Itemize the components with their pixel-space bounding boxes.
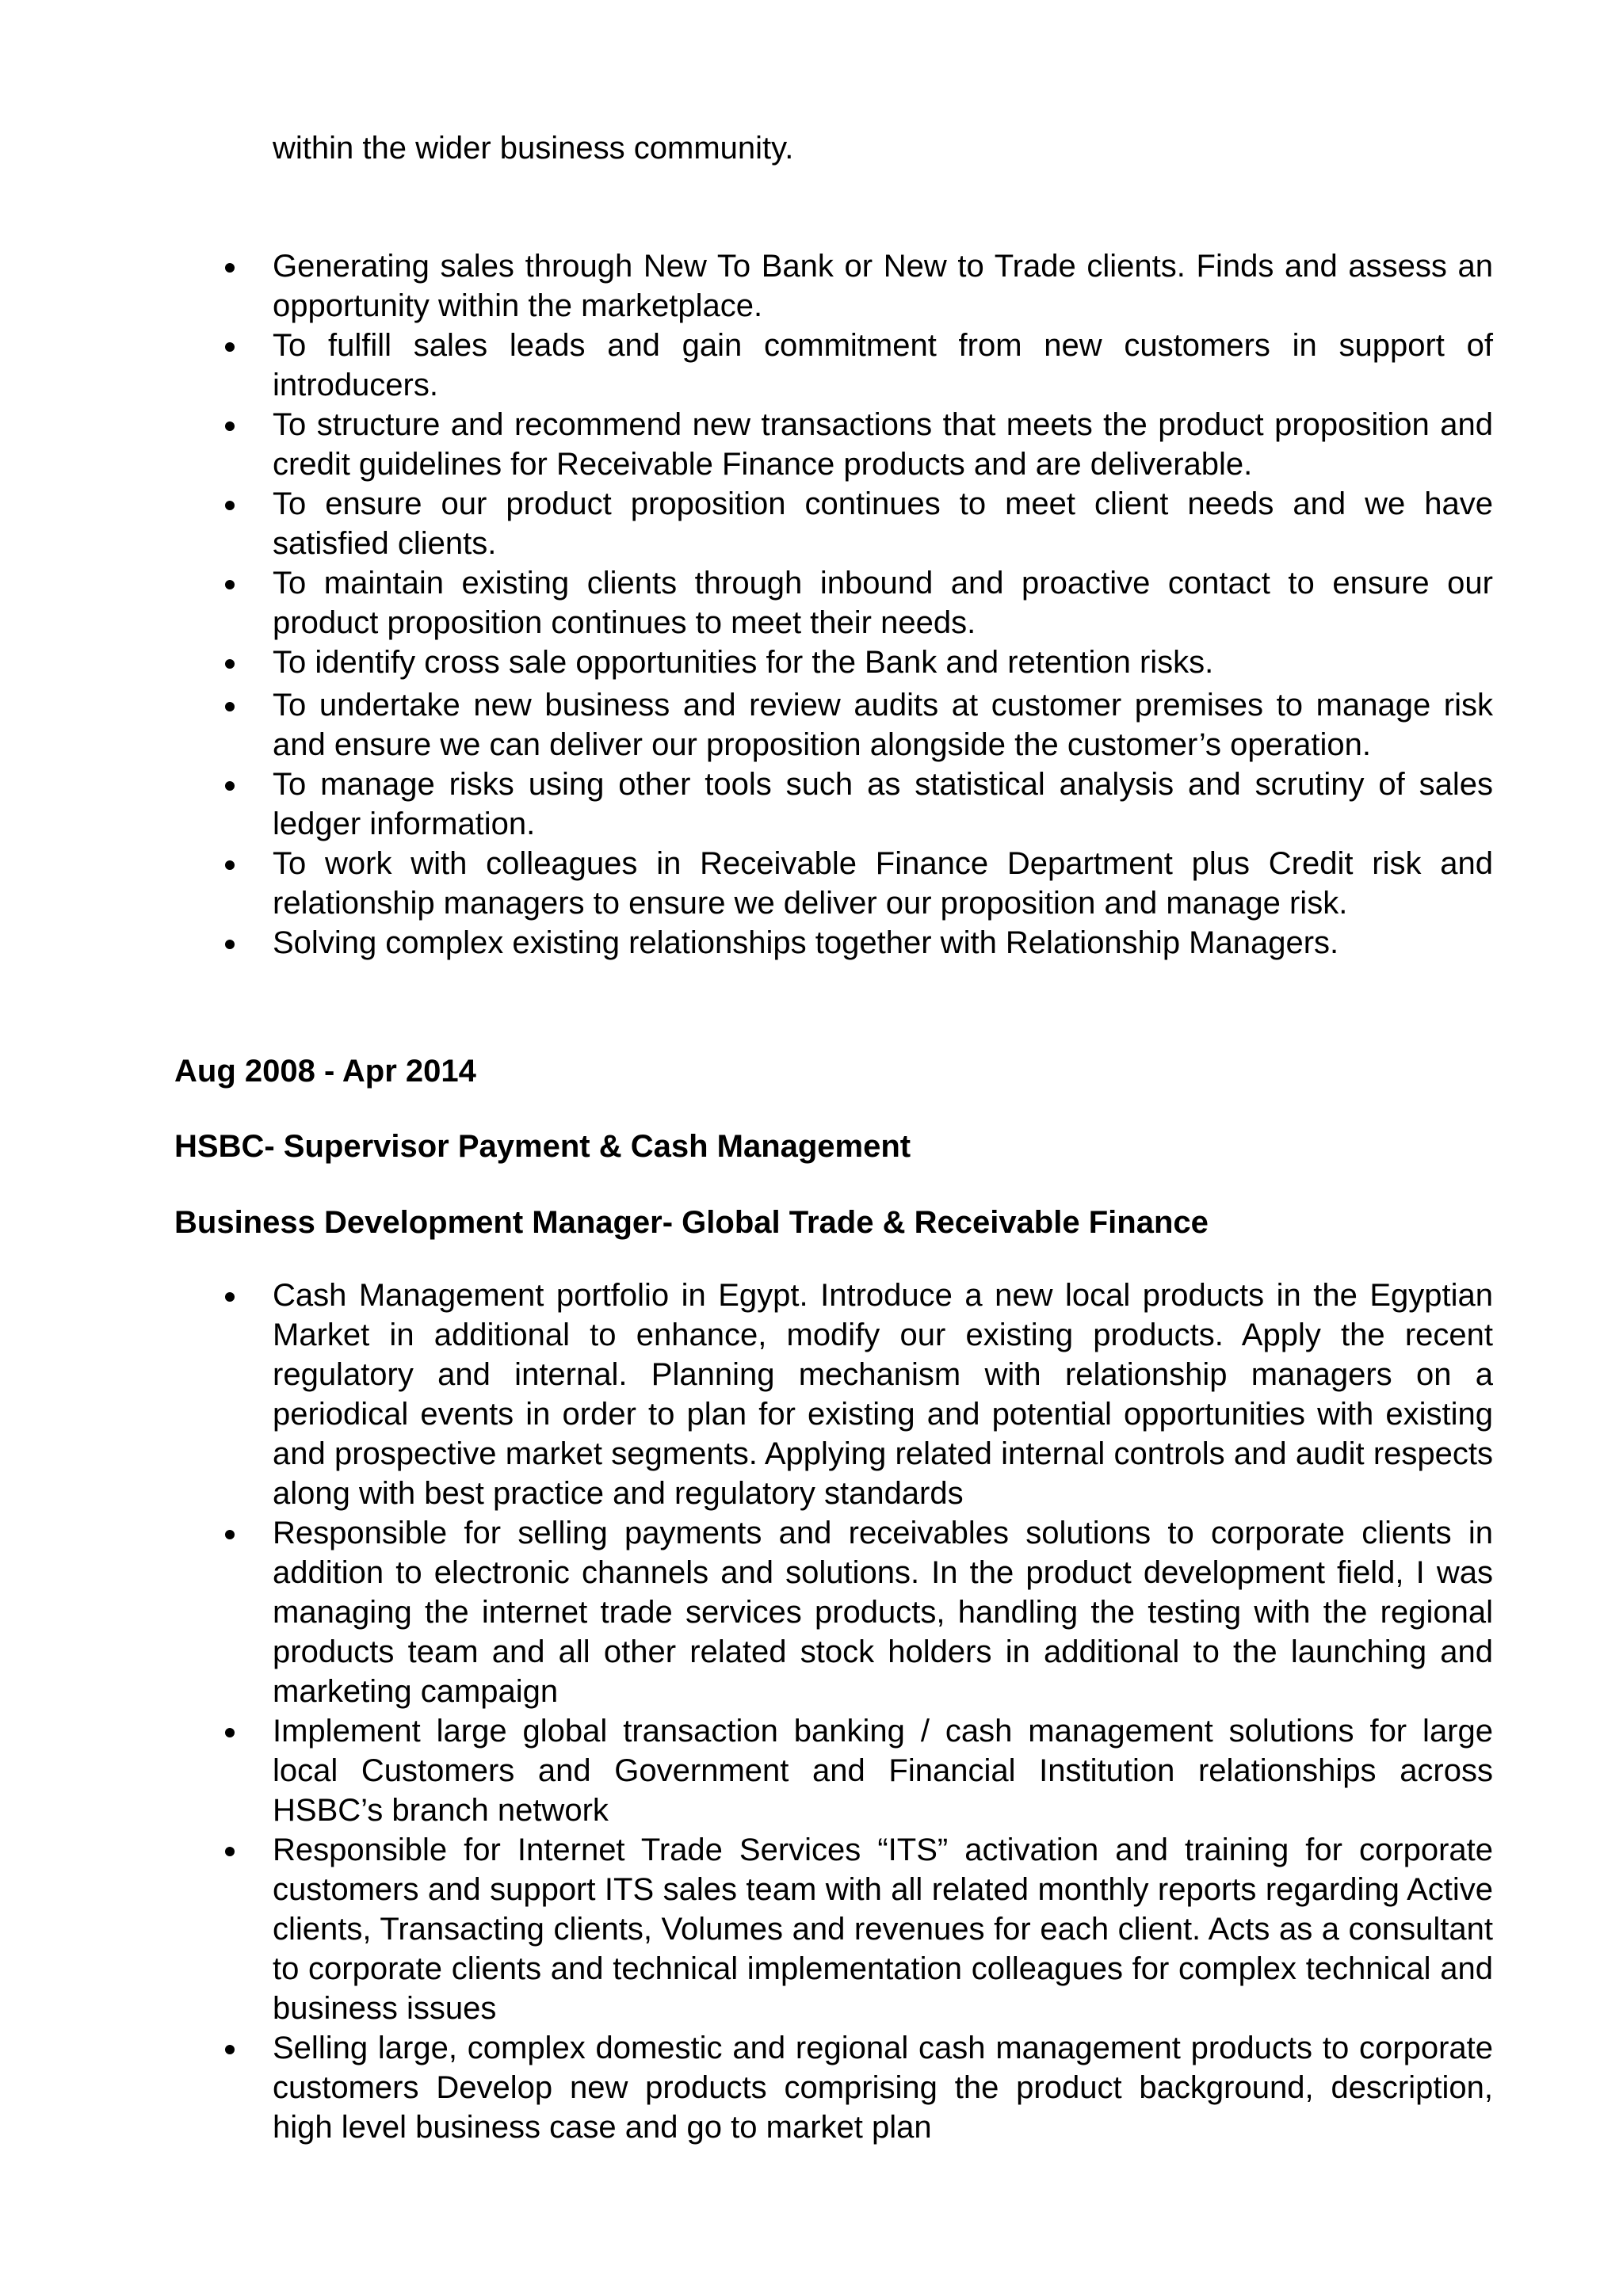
list-item: Selling large, complex domestic and regional cash management products to corporate customers Develop new products comprising the product background, description, high level business case and go to market plan (0, 2028, 1493, 2147)
job-title-primary: HSBC- Supervisor Payment & Cash Management (174, 1129, 911, 1164)
list-item: Responsible for Internet Trade Services “ITS” activation and training for corporate customers and support ITS sales team with all related monthly reports regarding Active clients, Transacting clients, Volumes and revenues for each client. Acts as a consultant to corporate clients and technical implementation colleagues for complex technical and business issues (0, 1830, 1493, 2028)
bullet-icon (225, 1530, 235, 1539)
bullet-icon (225, 1847, 235, 1856)
list-item: Generating sales through New To Bank or New to Trade clients. Finds and assess an opportunity within the marketplace. (0, 246, 1493, 326)
bullet-icon (225, 860, 235, 870)
list-item: Responsible for selling payments and receivables solutions to corporate clients in addition to electronic channels and solutions. In the product development field, I was managing the internet trade services products, handling the testing with the regional products team and all other related stock holders in additional to the launching and marketing campaign (0, 1513, 1493, 1711)
list-item: To identify cross sale opportunities for the Bank and retention risks. (0, 643, 1493, 682)
list-item: Solving complex existing relationships together with Relationship Managers. (0, 923, 1493, 963)
bullet-icon (225, 940, 235, 949)
bullet-icon (225, 702, 235, 711)
list-item: Implement large global transaction banking / cash management solutions for large local Customers and Government and Financial Institution relationships across HSBC’s branch network (0, 1711, 1493, 1830)
list-item: To undertake new business and review audits at customer premises to manage risk and ensure we can deliver our proposition alongside the customer’s operation. (0, 685, 1493, 765)
bullet-icon (225, 421, 235, 431)
continuation-text: within the wider business community. (273, 131, 794, 166)
bullet-icon (225, 501, 235, 510)
list-item: Cash Management portfolio in Egypt. Introduce a new local products in the Egyptian Market in additional to enhance, modify our existing products. Apply the recent regulatory and internal. Planning mechanism with relationship managers on a periodical events in order to plan for existing and potential opportunities with existing and prospective market segments. Applying related internal controls and audit respects along with best practice and regulatory standards (0, 1276, 1493, 1513)
bullet-icon (225, 2045, 235, 2054)
responsibilities-list (0, 246, 1493, 963)
bullet-icon (225, 781, 235, 791)
bullet-icon (225, 580, 235, 589)
list-item: To work with colleagues in Receivable Finance Department plus Credit risk and relationship managers to ensure we deliver our proposition and manage risk. (0, 844, 1493, 923)
bullet-icon (225, 263, 235, 273)
bullet-icon (225, 1292, 235, 1302)
employment-dates: Aug 2008 - Apr 2014 (174, 1054, 476, 1089)
list-item: To structure and recommend new transactions that meets the product proposition and credit guidelines for Receivable Finance products and are deliverable. (0, 405, 1493, 484)
bullet-icon (225, 342, 235, 352)
list-item: To manage risks using other tools such as statistical analysis and scrutiny of sales ledger information. (0, 765, 1493, 844)
list-item: To maintain existing clients through inbound and proactive contact to ensure our product proposition continues to meet their needs. (0, 563, 1493, 643)
list-item: To fulfill sales leads and gain commitment from new customers in support of introducers. (0, 326, 1493, 405)
bullet-icon (225, 659, 235, 669)
bullet-icon (225, 1728, 235, 1737)
hsbc-duties-list (0, 1276, 1493, 2147)
job-title-secondary: Business Development Manager- Global Trade & Receivable Finance (174, 1205, 1209, 1240)
list-item: To ensure our product proposition continues to meet client needs and we have satisfied clients. (0, 484, 1493, 563)
